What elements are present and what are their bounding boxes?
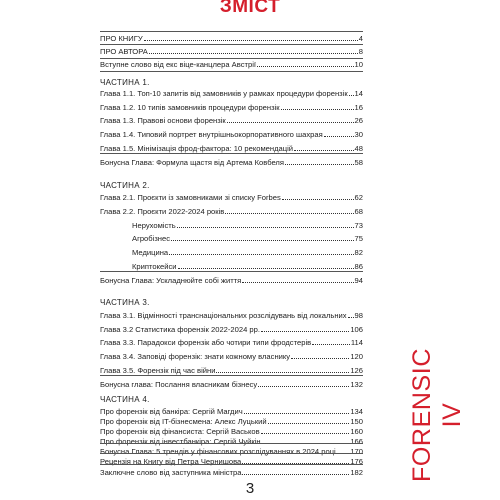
toc-entry-page: 75 [354, 234, 363, 244]
toc-entry-label: Криптокейси [132, 261, 177, 271]
toc-entry[interactable] [100, 57, 363, 69]
toc-entry-page: 73 [354, 220, 363, 230]
dot-leader [225, 213, 353, 214]
dot-leader [349, 95, 354, 96]
toc-entry-page: 132 [350, 379, 363, 389]
dot-leader [149, 53, 358, 54]
toc-entry[interactable] [100, 335, 363, 347]
toc-entry-page: 26 [354, 116, 363, 126]
toc-entry-page: 160 [350, 426, 363, 436]
divider [100, 71, 363, 72]
toc-entry-page: 10 [354, 59, 363, 69]
dot-leader [294, 150, 354, 151]
toc-entry-label: Заключне слово від заступника міністра [100, 467, 242, 477]
toc-entry-page: 126 [350, 365, 363, 375]
toc-entry-label: Рецензія на Книгу від Петра Чернишова [100, 457, 242, 467]
toc-entry[interactable] [100, 155, 363, 167]
toc-entry-page: 182 [350, 467, 363, 477]
toc-entry[interactable] [100, 86, 363, 98]
dot-leader [177, 227, 354, 228]
dot-leader [169, 254, 353, 255]
toc-entry-label: Глава 1.1. Топ-10 запитів від замовників у рамках процедури форензік [100, 88, 348, 98]
toc-entry-page: 106 [350, 324, 363, 334]
toc-entry-label: Бонусна Глава: 5 трендів у фінансових розслідуваннях в 2024 році [100, 446, 336, 456]
toc-entry-page: 8 [358, 46, 363, 56]
page-number: 3 [245, 480, 255, 497]
dot-leader [178, 268, 354, 269]
toc-entry-label: Бонусна Глава: Ускладнюйте собі життя [100, 275, 242, 285]
toc-entry[interactable] [100, 113, 363, 125]
toc-entry[interactable] [100, 308, 363, 320]
toc-entry[interactable] [100, 204, 363, 216]
toc-entry[interactable] [100, 349, 363, 361]
dot-leader [285, 164, 354, 165]
toc-entry[interactable] [100, 141, 363, 153]
toc-entry-page: 16 [354, 102, 363, 112]
toc-entry-page: 166 [350, 436, 363, 446]
toc-entry-label: Глава 1.5. Мінімізація фрод-фактора: 10 рекомендацій [100, 143, 294, 153]
toc-entry-label: Нерухомість [132, 220, 176, 230]
toc-entry-label: Глава 1.2. 10 типів замовників процедури форензік [100, 102, 280, 112]
toc-entry-label: Про форензік від IT-бізнесмена: Алекс Луцький [100, 416, 267, 426]
toc-entry[interactable] [100, 363, 363, 375]
toc-entry-label: Про форензік від банкіра: Сергій Магдич [100, 406, 243, 416]
toc-entry[interactable] [100, 31, 363, 43]
part-heading: ЧАСТИНА 3. [100, 298, 150, 308]
page-title: ЗМІСТ [219, 0, 281, 17]
toc-entry-label: Глава 2.1. Проєкти із замовниками зі списку Forbes [100, 193, 281, 202]
toc-subentry[interactable] [132, 259, 363, 271]
toc-entry-page: 94 [354, 275, 363, 285]
toc-entry-page: 170 [350, 446, 363, 456]
toc-subentry[interactable] [132, 245, 363, 257]
part-heading: ЧАСТИНА 2. [100, 180, 150, 190]
dot-leader [144, 40, 358, 41]
toc-entry-page: 82 [354, 248, 363, 258]
toc-entry-label: Глава 1.4. Типовий портрет внутрішньокорпоративного шахрая [100, 130, 323, 140]
toc-entry[interactable] [100, 127, 363, 139]
toc-entry-page: 4 [358, 33, 363, 43]
toc-entry-page: 120 [350, 352, 363, 362]
toc-entry-label: Глава 3.5. Форензік під час війни [100, 365, 216, 375]
toc-entry-label: Глава 2.2. Проєкти 2022-2024 років [100, 206, 225, 216]
toc-entry[interactable] [100, 190, 363, 202]
dot-leader [291, 358, 349, 359]
dot-leader [242, 282, 353, 283]
toc-entry-page: 150 [350, 416, 363, 426]
toc-entry-label: Про форензік від фінансиста: Сергій Васьков [100, 426, 260, 436]
toc-entry[interactable] [100, 100, 363, 112]
dot-leader [242, 474, 349, 475]
dot-leader [312, 344, 350, 345]
toc-entry-page: 176 [350, 457, 363, 467]
dot-leader [324, 136, 354, 137]
dot-leader [281, 109, 354, 110]
toc-entry-page: 48 [354, 143, 363, 153]
toc-entry[interactable] [100, 322, 363, 334]
toc-entry-label: Медицина [132, 248, 169, 258]
dot-leader [282, 199, 354, 200]
toc-entry-label: Бонусна глава: Послання власникам бізнесу [100, 379, 258, 389]
toc-entry-page: 98 [354, 310, 363, 320]
part-heading: ЧАСТИНА 4. [100, 394, 150, 404]
toc-entry-label: ПРО АВТОРА [100, 46, 148, 56]
toc-entry-label: Глава 3.4. Заповіді форензік: знати кожному власнику [100, 352, 291, 362]
toc-entry-label: Глава 3.3. Парадокси форензік або чотири типи фродстерів [100, 338, 312, 348]
toc-entry[interactable] [100, 273, 363, 285]
toc-entry-label: Агробізнес [132, 234, 171, 244]
dot-leader [257, 66, 354, 67]
dot-leader [171, 240, 354, 241]
toc-entry[interactable] [100, 44, 363, 56]
toc-entry-label: Глава 1.3. Правові основи форензік [100, 116, 226, 126]
dot-leader [227, 122, 354, 123]
toc-entry[interactable] [100, 465, 363, 477]
toc-entry-label: Глава 3.2 Статистика форензік 2022-2024 рр. [100, 324, 260, 334]
toc-subentry[interactable] [132, 231, 363, 243]
toc-entry-page: 58 [354, 157, 363, 167]
toc-entry-page: 134 [350, 406, 363, 416]
toc-entry-page: 114 [350, 338, 363, 348]
toc-entry-page: 68 [354, 206, 363, 216]
toc-entry-page: 30 [354, 130, 363, 140]
dot-leader [258, 386, 349, 387]
toc-entry[interactable] [100, 377, 363, 389]
dot-leader [348, 317, 354, 318]
toc-entry-label: ПРО КНИГУ [100, 33, 143, 43]
toc-entry-label: Вступне слово від екс віце-канцлера Австрії [100, 59, 256, 69]
toc-entry-page: 62 [354, 193, 363, 202]
toc-entry-label: Про форензік від інвестбанкіра: Сергій Чуйкін [100, 436, 261, 446]
toc-entry-label: Бонусна Глава: Формула щастя від Артема Ковбеля [100, 157, 284, 167]
toc-entry-page: 86 [354, 261, 363, 271]
dot-leader [261, 331, 349, 332]
toc-entry-page: 14 [354, 88, 363, 98]
toc-entry-label: Глава 3.1. Відмінності транснаціональних розслідувань від локальних [100, 310, 347, 320]
part-heading: ЧАСТИНА 1. [100, 78, 150, 88]
dot-leader [216, 372, 349, 373]
book-spine-title: FORENSIC IV [408, 348, 466, 482]
toc-subentry[interactable] [132, 218, 363, 230]
